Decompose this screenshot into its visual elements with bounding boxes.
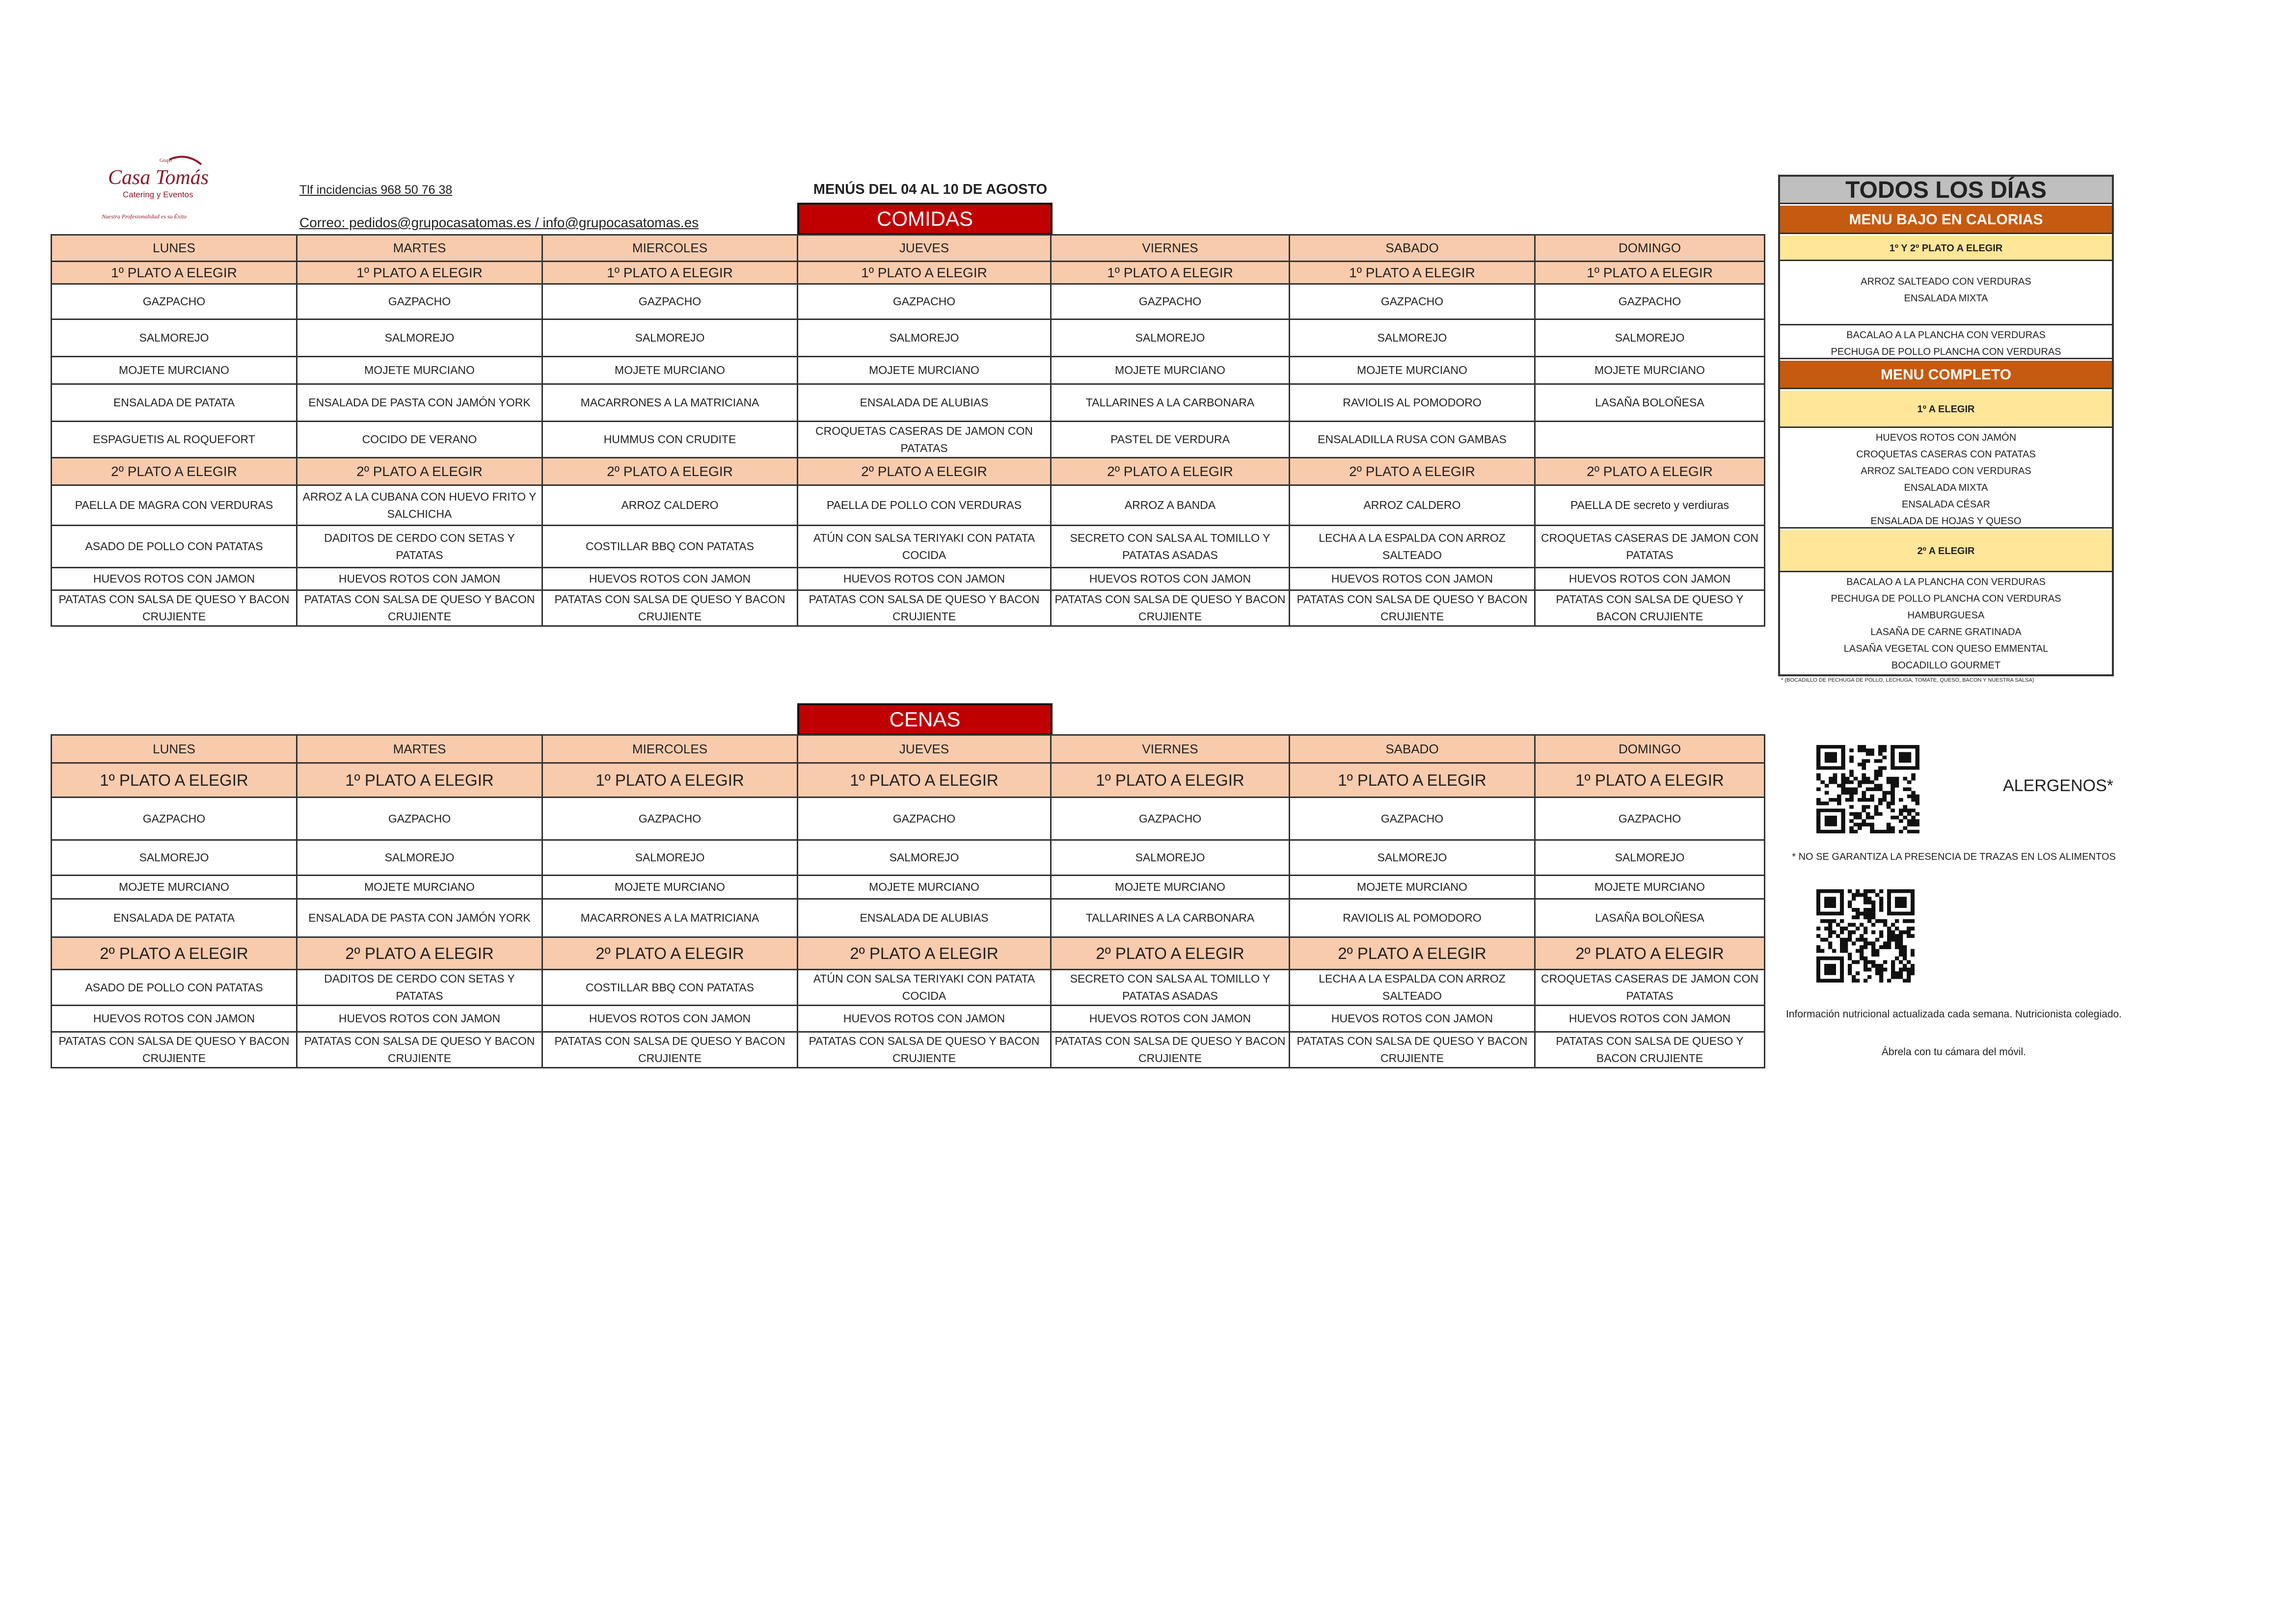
dish-row-cell: PATATAS CON SALSA DE QUESO Y BACON CRUJIENTE xyxy=(542,1032,798,1068)
dish-row-cell: LASAÑA BOLOÑESA xyxy=(1535,384,1765,422)
menu-item: BACALAO A LA PLANCHA CON VERDURAS xyxy=(1846,577,2046,587)
alergenos-qr-code[interactable] xyxy=(1816,745,1919,833)
dish-row-cell: PATATAS CON SALSA DE QUESO Y BACON CRUJIENTE xyxy=(1051,590,1290,626)
full-first-label: 1º A ELEGIR xyxy=(1780,391,2112,428)
day-header-row xyxy=(52,735,1765,763)
dish-row-cell: LECHA A LA ESPALDA CON ARROZ SALTEADO xyxy=(1290,526,1535,568)
dish-row-cell: ARROZ CALDERO xyxy=(542,485,798,526)
second-course-label-row-cell: 2º PLATO A ELEGIR xyxy=(798,937,1051,970)
dish-row-cell: GAZPACHO xyxy=(1535,284,1765,319)
dish-row-cell: SALMOREJO xyxy=(297,319,542,357)
menu-item: LASAÑA VEGETAL CON QUESO EMMENTAL xyxy=(1843,643,2049,654)
dish-row xyxy=(52,357,1765,384)
dish-row-cell: PAELLA DE POLLO CON VERDURAS xyxy=(798,485,1051,526)
first-course-label-row-cell: 1º PLATO A ELEGIR xyxy=(798,262,1051,284)
dish-row-cell: SALMOREJO xyxy=(1535,840,1765,876)
dish-row-cell xyxy=(1535,422,1765,458)
dish-row-cell: PATATAS CON SALSA DE QUESO Y BACON CRUJIENTE xyxy=(1535,590,1765,626)
comidas-body xyxy=(52,235,1765,626)
dish-row-cell: MOJETE MURCIANO xyxy=(1535,876,1765,899)
dish-row xyxy=(52,526,1765,568)
menu-item: BOCADILLO GOURMET xyxy=(1891,660,2001,671)
qr-graphic xyxy=(1816,745,1919,833)
dish-row-cell: ASADO DE POLLO CON PATATAS xyxy=(52,526,297,568)
todos-los-dias-panel xyxy=(1778,175,2114,676)
dish-row-cell: SALMOREJO xyxy=(297,840,542,876)
logo-graphic xyxy=(101,147,228,226)
cenas-banner: CENAS xyxy=(797,703,1053,736)
dish-row-cell: GAZPACHO xyxy=(542,284,798,319)
first-course-label-row-cell: 1º PLATO A ELEGIR xyxy=(1051,262,1290,284)
dish-row xyxy=(52,840,1765,876)
nutrition-info: Información nutricional actualizada cada semana. Nutricionista colegiado. xyxy=(1785,1009,2122,1020)
dish-row-cell: PATATAS CON SALSA DE QUESO Y BACON CRUJIENTE xyxy=(1535,1032,1765,1068)
day-header-row-cell: SABADO xyxy=(1290,235,1535,262)
dish-row xyxy=(52,1006,1765,1032)
casa-tomas-logo xyxy=(101,147,228,226)
dish-row-cell: SECRETO CON SALSA AL TOMILLO Y PATATAS ASADAS xyxy=(1051,970,1290,1006)
dish-row-cell: SALMOREJO xyxy=(798,319,1051,357)
dish-row-cell: ARROZ A LA CUBANA CON HUEVO FRITO Y SALCHICHA xyxy=(297,485,542,526)
dish-row-cell: GAZPACHO xyxy=(1290,798,1535,840)
menu-item: ENSALADA DE HOJAS Y QUESO xyxy=(1870,516,2022,527)
first-course-label-row-cell: 1º PLATO A ELEGIR xyxy=(297,763,542,798)
dish-row-cell: CROQUETAS CASERAS DE JAMON CON PATATAS xyxy=(1535,970,1765,1006)
dish-row-cell: TALLARINES A LA CARBONARA xyxy=(1051,384,1290,422)
dish-row-cell: PATATAS CON SALSA DE QUESO Y BACON CRUJIENTE xyxy=(542,590,798,626)
second-course-label-row-cell: 2º PLATO A ELEGIR xyxy=(52,937,297,970)
dish-row-cell: ATÚN CON SALSA TERIYAKI CON PATATA COCIDA xyxy=(798,526,1051,568)
dish-row-cell: SALMOREJO xyxy=(798,840,1051,876)
dish-row-cell: MACARRONES A LA MATRICIANA xyxy=(542,899,798,937)
phone-link[interactable]: Tlf incidencias 968 50 76 38 xyxy=(299,183,453,197)
dish-row-cell: LECHA A LA ESPALDA CON ARROZ SALTEADO xyxy=(1290,970,1535,1006)
day-header-row-cell: VIERNES xyxy=(1051,735,1290,763)
dish-row xyxy=(52,319,1765,357)
second-course-label-row-cell: 2º PLATO A ELEGIR xyxy=(297,458,542,485)
dish-row-cell: DADITOS DE CERDO CON SETAS Y PATATAS xyxy=(297,970,542,1006)
dish-row-cell: SALMOREJO xyxy=(52,840,297,876)
dish-row-cell: PATATAS CON SALSA DE QUESO Y BACON CRUJIENTE xyxy=(1290,590,1535,626)
dish-row-cell: CROQUETAS CASERAS DE JAMON CON PATATAS xyxy=(1535,526,1765,568)
second-course-label-row-cell: 2º PLATO A ELEGIR xyxy=(1535,937,1765,970)
dish-row-cell: PATATAS CON SALSA DE QUESO Y BACON CRUJIENTE xyxy=(52,590,297,626)
dish-row-cell: HUEVOS ROTOS CON JAMON xyxy=(1051,568,1290,590)
second-course-label-row-cell: 2º PLATO A ELEGIR xyxy=(52,458,297,485)
menu-item: CROQUETAS CASERAS CON PATATAS xyxy=(1856,449,2036,460)
menu-item: ENSALADA CÉSAR xyxy=(1901,499,1991,510)
dish-row-cell: PATATAS CON SALSA DE QUESO Y BACON CRUJIENTE xyxy=(1290,1032,1535,1068)
menu-item: HAMBURGUESA xyxy=(1907,610,1985,621)
dish-row-cell: MOJETE MURCIANO xyxy=(1535,357,1765,384)
menu-title: MENÚS DEL 04 AL 10 DE AGOSTO xyxy=(813,182,1048,197)
second-course-label-row-cell: 2º PLATO A ELEGIR xyxy=(542,937,798,970)
dish-row-cell: TALLARINES A LA CARBONARA xyxy=(1051,899,1290,937)
dish-row-cell: DADITOS DE CERDO CON SETAS Y PATATAS xyxy=(297,526,542,568)
first-course-label-row-cell: 1º PLATO A ELEGIR xyxy=(798,763,1051,798)
dish-row-cell: MOJETE MURCIANO xyxy=(297,357,542,384)
todos-title: TODOS LOS DÍAS xyxy=(1780,177,2112,204)
logo-name-text: Casa Tomás xyxy=(108,166,209,189)
first-course-label-row-cell: 1º PLATO A ELEGIR xyxy=(1290,262,1535,284)
dish-row-cell: SALMOREJO xyxy=(1290,319,1535,357)
dish-row-cell: HUEVOS ROTOS CON JAMON xyxy=(798,1006,1051,1032)
dish-row xyxy=(52,970,1765,1006)
day-header-row xyxy=(52,235,1765,262)
second-course-label-row-cell: 2º PLATO A ELEGIR xyxy=(1290,458,1535,485)
low-cal-sub: 1º Y 2º PLATO A ELEGIR xyxy=(1780,236,2112,261)
first-course-label-row-cell: 1º PLATO A ELEGIR xyxy=(1535,262,1765,284)
menu-item: ARROZ SALTEADO CON VERDURAS xyxy=(1861,466,2031,477)
menu-item: ENSALADA MIXTA xyxy=(1904,482,1988,493)
dish-row-cell: GAZPACHO xyxy=(1051,798,1290,840)
first-course-label-row-cell: 1º PLATO A ELEGIR xyxy=(52,262,297,284)
dish-row-cell: HUEVOS ROTOS CON JAMON xyxy=(1535,568,1765,590)
day-header-row-cell: MIERCOLES xyxy=(542,235,798,262)
comidas-banner: COMIDAS xyxy=(797,203,1053,235)
day-header-row-cell: DOMINGO xyxy=(1535,235,1765,262)
day-header-row-cell: LUNES xyxy=(52,735,297,763)
dish-row-cell: MOJETE MURCIANO xyxy=(798,357,1051,384)
full-second-label: 2º A ELEGIR xyxy=(1780,530,2112,572)
dish-row-cell: SALMOREJO xyxy=(1051,319,1290,357)
menu-item: ARROZ SALTEADO CON VERDURAS xyxy=(1861,276,2031,287)
day-header-row-cell: SABADO xyxy=(1290,735,1535,763)
nutrition-qr-code[interactable] xyxy=(1816,889,1915,983)
second-course-label-row-cell: 2º PLATO A ELEGIR xyxy=(1051,937,1290,970)
bocadillo-footnote: * (BOCADILLO DE PECHUGA DE POLLO, LECHUGA, TOMATE, QUESO, BACON Y NUESTRA SALSA) xyxy=(1781,677,2034,683)
dish-row-cell: GAZPACHO xyxy=(297,798,542,840)
dish-row-cell: ENSALADA DE ALUBIAS xyxy=(798,384,1051,422)
dish-row-cell: SALMOREJO xyxy=(1535,319,1765,357)
first-course-label-row-cell: 1º PLATO A ELEGIR xyxy=(1051,763,1290,798)
day-header-row-cell: MIERCOLES xyxy=(542,735,798,763)
first-course-label-row xyxy=(52,763,1765,798)
dish-row-cell: HUEVOS ROTOS CON JAMON xyxy=(798,568,1051,590)
dish-row-cell: MOJETE MURCIANO xyxy=(542,876,798,899)
dish-row-cell: MOJETE MURCIANO xyxy=(297,876,542,899)
qr-graphic xyxy=(1816,889,1915,983)
low-cal-title: MENU BAJO EN CALORIAS xyxy=(1780,206,2112,234)
dish-row-cell: ATÚN CON SALSA TERIYAKI CON PATATA COCIDA xyxy=(798,970,1051,1006)
cenas-table xyxy=(51,734,1765,1068)
camera-hint: Ábrela con tu cámara del móvil. xyxy=(1881,1046,2026,1058)
dish-row-cell: HUEVOS ROTOS CON JAMON xyxy=(1535,1006,1765,1032)
dish-row xyxy=(52,590,1765,626)
dish-row xyxy=(52,876,1765,899)
dish-row-cell: PAELLA DE MAGRA CON VERDURAS xyxy=(52,485,297,526)
dish-row-cell: PASTEL DE VERDURA xyxy=(1051,422,1290,458)
dish-row-cell: MOJETE MURCIANO xyxy=(798,876,1051,899)
dish-row-cell: PATATAS CON SALSA DE QUESO Y BACON CRUJIENTE xyxy=(297,1032,542,1068)
low-cal-group1 xyxy=(1780,263,2112,325)
dish-row-cell: PATATAS CON SALSA DE QUESO Y BACON CRUJIENTE xyxy=(297,590,542,626)
dish-row-cell: PATATAS CON SALSA DE QUESO Y BACON CRUJIENTE xyxy=(798,1032,1051,1068)
dish-row-cell: MOJETE MURCIANO xyxy=(1051,876,1290,899)
dish-row-cell: ARROZ A BANDA xyxy=(1051,485,1290,526)
second-course-label-row-cell: 2º PLATO A ELEGIR xyxy=(542,458,798,485)
dish-row-cell: PATATAS CON SALSA DE QUESO Y BACON CRUJIENTE xyxy=(1051,1032,1290,1068)
second-course-label-row xyxy=(52,937,1765,970)
dish-row-cell: SALMOREJO xyxy=(542,840,798,876)
dish-row-cell: MOJETE MURCIANO xyxy=(52,357,297,384)
dish-row-cell: ENSALADILLA RUSA CON GAMBAS xyxy=(1290,422,1535,458)
logo-sub-text: Catering y Eventos xyxy=(123,190,193,199)
day-header-row-cell: VIERNES xyxy=(1051,235,1290,262)
dish-row-cell: HUEVOS ROTOS CON JAMON xyxy=(1290,1006,1535,1032)
first-course-label-row-cell: 1º PLATO A ELEGIR xyxy=(52,763,297,798)
dish-row-cell: HUEVOS ROTOS CON JAMON xyxy=(542,568,798,590)
second-course-label-row-cell: 2º PLATO A ELEGIR xyxy=(798,458,1051,485)
dish-row-cell: GAZPACHO xyxy=(52,798,297,840)
dish-row xyxy=(52,485,1765,526)
day-header-row-cell: JUEVES xyxy=(798,235,1051,262)
dish-row-cell: PAELLA DE secreto y verdiuras xyxy=(1535,485,1765,526)
second-course-label-row-cell: 2º PLATO A ELEGIR xyxy=(1290,937,1535,970)
day-header-row-cell: MARTES xyxy=(297,235,542,262)
dish-row-cell: MOJETE MURCIANO xyxy=(52,876,297,899)
dish-row-cell: RAVIOLIS AL POMODORO xyxy=(1290,899,1535,937)
dish-row-cell: SALMOREJO xyxy=(542,319,798,357)
dish-row xyxy=(52,384,1765,422)
dish-row-cell: GAZPACHO xyxy=(297,284,542,319)
dish-row-cell: MOJETE MURCIANO xyxy=(1290,357,1535,384)
dish-row-cell: HUEVOS ROTOS CON JAMON xyxy=(1051,1006,1290,1032)
dish-row-cell: ENSALADA DE PATATA xyxy=(52,384,297,422)
dish-row-cell: HUEVOS ROTOS CON JAMON xyxy=(297,568,542,590)
first-course-label-row-cell: 1º PLATO A ELEGIR xyxy=(542,763,798,798)
dish-row-cell: ESPAGUETIS AL ROQUEFORT xyxy=(52,422,297,458)
dish-row-cell: COSTILLAR BBQ CON PATATAS xyxy=(542,526,798,568)
dish-row-cell: ENSALADA DE PASTA CON JAMÓN YORK xyxy=(297,384,542,422)
dish-row-cell: HUEVOS ROTOS CON JAMON xyxy=(52,568,297,590)
day-header-row-cell: LUNES xyxy=(52,235,297,262)
low-cal-group2 xyxy=(1780,327,2112,359)
menu-item: ENSALADA MIXTA xyxy=(1904,293,1988,304)
day-header-row-cell: JUEVES xyxy=(798,735,1051,763)
dish-row-cell: ASADO DE POLLO CON PATATAS xyxy=(52,970,297,1006)
comidas-table xyxy=(51,234,1765,627)
menu-item: PECHUGA DE POLLO PLANCHA CON VERDURAS xyxy=(1831,346,2061,357)
second-course-label-row-cell: 2º PLATO A ELEGIR xyxy=(1535,458,1765,485)
dish-row xyxy=(52,568,1765,590)
dish-row-cell: MOJETE MURCIANO xyxy=(1051,357,1290,384)
dish-row-cell: GAZPACHO xyxy=(798,798,1051,840)
dish-row-cell: RAVIOLIS AL POMODORO xyxy=(1290,384,1535,422)
dish-row-cell: GAZPACHO xyxy=(1051,284,1290,319)
dish-row-cell: GAZPACHO xyxy=(1535,798,1765,840)
email-link[interactable]: Correo: pedidos@grupocasatomas.es / info@grupocasatomas.es xyxy=(299,215,699,230)
dish-row-cell: SALMOREJO xyxy=(1051,840,1290,876)
logo-top-text: Grupo xyxy=(160,158,172,163)
full-second-list xyxy=(1780,574,2112,675)
dish-row-cell: CROQUETAS CASERAS DE JAMON CON PATATAS xyxy=(798,422,1051,458)
first-course-label-row-cell: 1º PLATO A ELEGIR xyxy=(542,262,798,284)
full-first-list xyxy=(1780,429,2112,529)
logo-tagline-text: Nuestra Profesionalidad es su Éxito xyxy=(102,213,187,220)
dish-row-cell: MOJETE MURCIANO xyxy=(542,357,798,384)
menu-item: PECHUGA DE POLLO PLANCHA CON VERDURAS xyxy=(1831,593,2061,604)
menu-item: HUEVOS ROTOS CON JAMÓN xyxy=(1875,432,2017,443)
dish-row-cell: SALMOREJO xyxy=(52,319,297,357)
menu-item: BACALAO A LA PLANCHA CON VERDURAS xyxy=(1846,330,2046,341)
alergenos-label: ALERGENOS* xyxy=(2003,776,2113,795)
day-header-row-cell: MARTES xyxy=(297,735,542,763)
dish-row-cell: COCIDO DE VERANO xyxy=(297,422,542,458)
dish-row xyxy=(52,284,1765,319)
dish-row xyxy=(52,798,1765,840)
dish-row-cell: ARROZ CALDERO xyxy=(1290,485,1535,526)
dish-row-cell: ENSALADA DE ALUBIAS xyxy=(798,899,1051,937)
dish-row xyxy=(52,422,1765,458)
dish-row-cell: PATATAS CON SALSA DE QUESO Y BACON CRUJIENTE xyxy=(52,1032,297,1068)
cenas-body xyxy=(52,735,1765,1068)
dish-row-cell: MOJETE MURCIANO xyxy=(1290,876,1535,899)
first-course-label-row-cell: 1º PLATO A ELEGIR xyxy=(1535,763,1765,798)
traces-warning: * NO SE GARANTIZA LA PRESENCIA DE TRAZAS EN LOS ALIMENTOS xyxy=(1792,851,2116,862)
dish-row xyxy=(52,1032,1765,1068)
second-course-label-row xyxy=(52,458,1765,485)
second-course-label-row-cell: 2º PLATO A ELEGIR xyxy=(297,937,542,970)
day-header-row-cell: DOMINGO xyxy=(1535,735,1765,763)
dish-row-cell: GAZPACHO xyxy=(1290,284,1535,319)
dish-row-cell: GAZPACHO xyxy=(52,284,297,319)
second-course-label-row-cell: 2º PLATO A ELEGIR xyxy=(1051,458,1290,485)
dish-row xyxy=(52,899,1765,937)
full-menu-title: MENU COMPLETO xyxy=(1780,361,2112,389)
dish-row-cell: ENSALADA DE PATATA xyxy=(52,899,297,937)
first-course-label-row xyxy=(52,262,1765,284)
dish-row-cell: LASAÑA BOLOÑESA xyxy=(1535,899,1765,937)
dish-row-cell: PATATAS CON SALSA DE QUESO Y BACON CRUJIENTE xyxy=(798,590,1051,626)
dish-row-cell: HUEVOS ROTOS CON JAMON xyxy=(297,1006,542,1032)
dish-row-cell: SALMOREJO xyxy=(1290,840,1535,876)
dish-row-cell: HUEVOS ROTOS CON JAMON xyxy=(542,1006,798,1032)
dish-row-cell: HUEVOS ROTOS CON JAMON xyxy=(52,1006,297,1032)
dish-row-cell: GAZPACHO xyxy=(542,798,798,840)
dish-row-cell: GAZPACHO xyxy=(798,284,1051,319)
dish-row-cell: HUMMUS CON CRUDITE xyxy=(542,422,798,458)
menu-item: LASAÑA DE CARNE GRATINADA xyxy=(1870,627,2022,638)
first-course-label-row-cell: 1º PLATO A ELEGIR xyxy=(297,262,542,284)
dish-row-cell: COSTILLAR BBQ CON PATATAS xyxy=(542,970,798,1006)
dish-row-cell: SECRETO CON SALSA AL TOMILLO Y PATATAS ASADAS xyxy=(1051,526,1290,568)
dish-row-cell: ENSALADA DE PASTA CON JAMÓN YORK xyxy=(297,899,542,937)
dish-row-cell: HUEVOS ROTOS CON JAMON xyxy=(1290,568,1535,590)
dish-row-cell: MACARRONES A LA MATRICIANA xyxy=(542,384,798,422)
first-course-label-row-cell: 1º PLATO A ELEGIR xyxy=(1290,763,1535,798)
